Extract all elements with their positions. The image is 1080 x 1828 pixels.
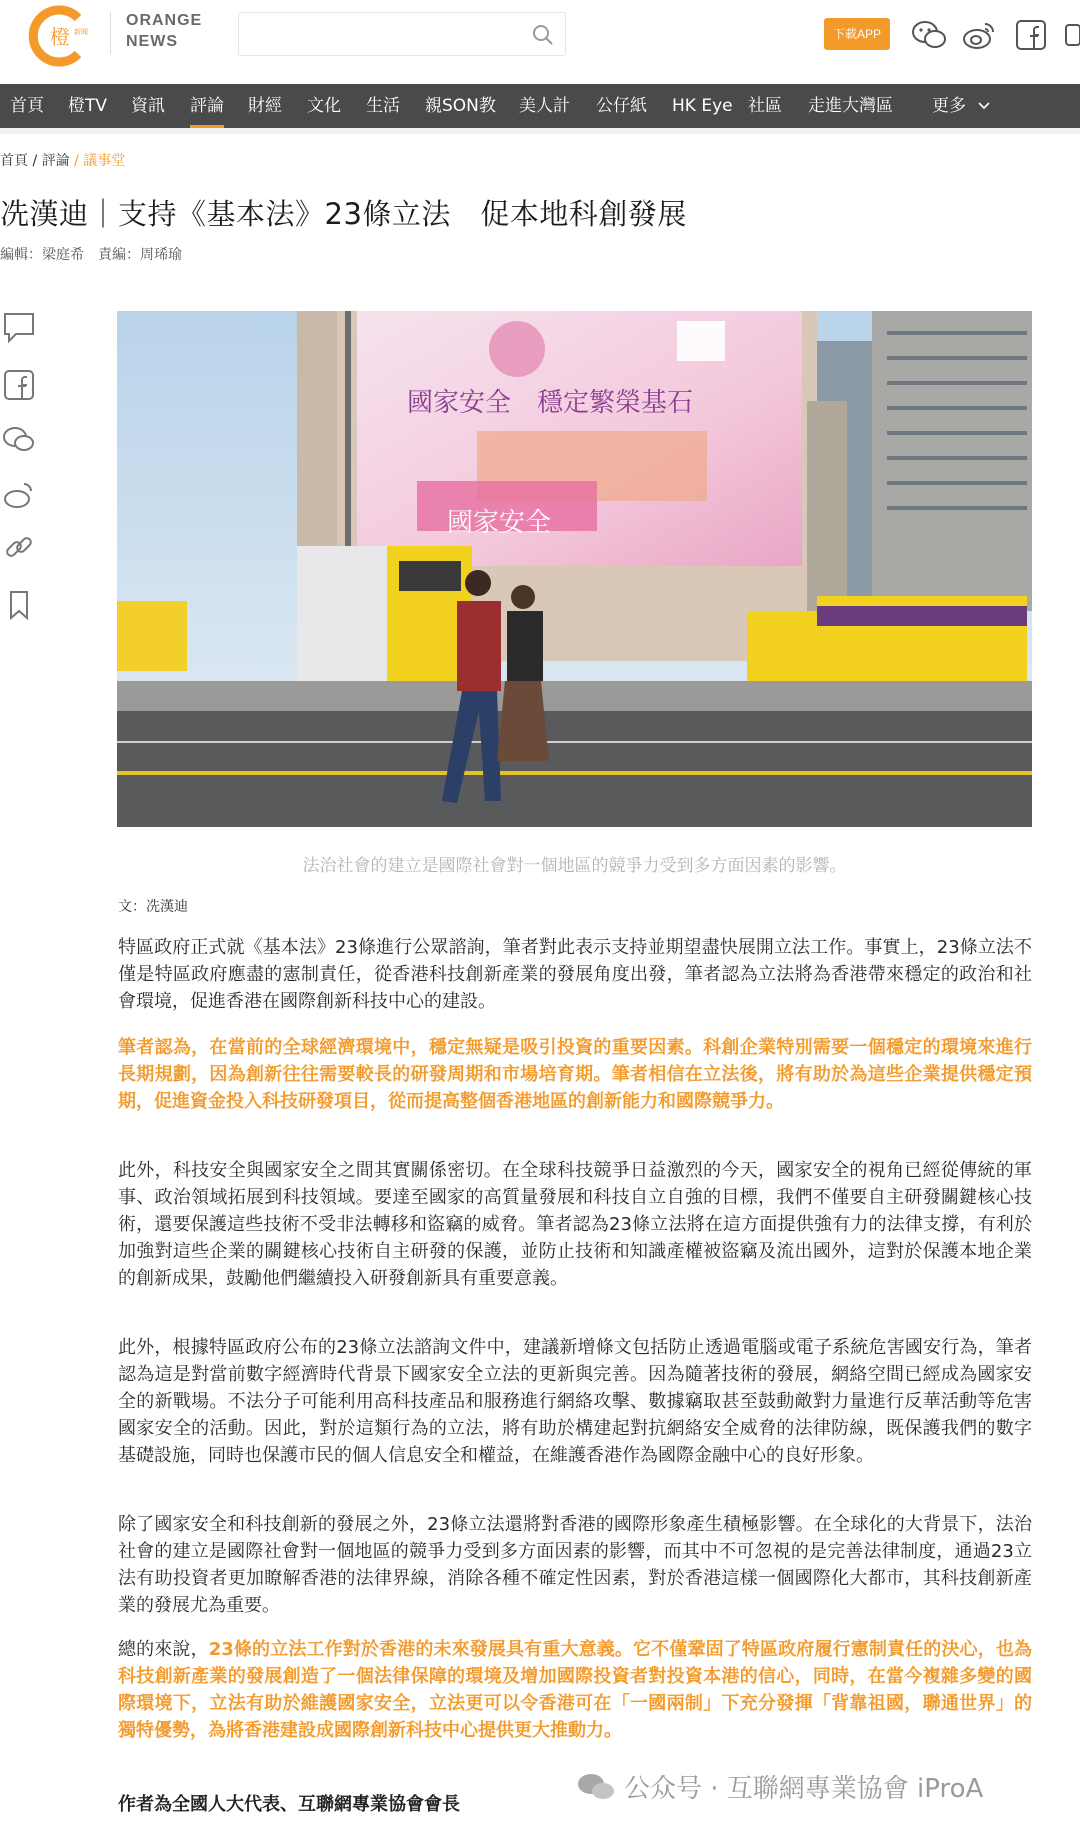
article-editors: 編輯：梁庭希 責編：周琋瑜 (0, 247, 182, 263)
article-paragraph-2: 筆者認為，在當前的全球經濟環境中，穩定無疑是吸引投資的重要因素。科創企業特別需要一個穩定的環境來進行長期規劃，因為創新往往需要較長的研發周期和市場培育期。筆者相信在立法後，將有助於為這些企業提供穩定預期，促進資金投入科技研發項目，從而提高整個香港地區的創新能力和國際競爭力。 (118, 1037, 1032, 1112)
nav-life[interactable]: 生活 (366, 96, 400, 116)
author-note: 作者為全國人大代表、互聯網專業協會會長 (118, 1794, 460, 1815)
banner-sub-text: 國家安全 (447, 508, 552, 538)
nav-news[interactable]: 資訊 (131, 96, 165, 116)
article-photo (117, 311, 1032, 827)
breadcrumb-sep: / (28, 153, 42, 169)
more-icon[interactable] (1062, 16, 1080, 54)
logo-divider (110, 12, 111, 54)
download-app-button[interactable]: 下載APP (824, 18, 890, 50)
article-byline: 文：冼漢迪 (118, 899, 188, 915)
weibo-icon[interactable] (960, 16, 998, 54)
facebook-icon[interactable] (1012, 16, 1050, 54)
paragraph-6-lead: 總的來說， (118, 1639, 209, 1660)
nav-parenting[interactable]: 親SON教 (425, 96, 496, 116)
chevron-down-icon (977, 101, 991, 111)
logo-wordmark (126, 10, 202, 52)
nav-home[interactable]: 首頁 (10, 96, 44, 116)
nav-hk-eye[interactable]: HK Eye (672, 96, 733, 116)
nav-culture[interactable]: 文化 (307, 96, 341, 116)
wechat-icon (576, 1771, 616, 1803)
logo-small: 新聞 (74, 28, 88, 36)
article-paragraph-5: 除了國家安全和科技創新的發展之外，23條立法還將對香港的國際形象產生積極影響。在全球化的大背景下，法治社會的建立是國際社會對一個地區的競爭力受到多方面因素的影響，而其中不可忽視的是完善法律制度，通過23立法有助投資者更加瞭解香港的法律界線，消除各種不確定性因素，對於香港這樣一個國際化大都市，其科技創新產業的發展尤為重要。 (118, 1514, 1032, 1616)
nav-community[interactable]: 社區 (748, 96, 782, 116)
bookmark-icon[interactable] (2, 588, 36, 622)
site-header (0, 0, 1080, 84)
wechat-watermark (576, 1768, 983, 1805)
nav-finance[interactable]: 財經 (248, 96, 282, 116)
nav-greater-bay[interactable]: 走進大灣區 (808, 96, 893, 116)
breadcrumb-current[interactable]: 議事堂 (83, 153, 126, 169)
nav-orange-tv[interactable]: 橙TV (68, 96, 108, 116)
logo-en-2: NEWS (126, 33, 178, 50)
breadcrumb (0, 150, 125, 170)
comment-icon[interactable] (2, 310, 36, 344)
nav-more-label: 更多 (932, 96, 966, 116)
nav-shadow (0, 128, 1080, 134)
weibo-icon[interactable] (2, 478, 36, 512)
logo-char: 橙 (50, 25, 70, 49)
paragraph-6-highlight: 23條的立法工作對於香港的未來發展具有重大意義。它不僅鞏固了特區政府履行憲制責任的決心，也為科技創新產業的發展創造了一個法律保障的環境及增加國際投資者對投資本港的信心，同時，在當今複雜多變的國際環境下，立法有助於維護國家安全，立法更可以令香港可在「一國兩制」下充分發揮「背靠祖國，聯通世界」的獨特優勢，為將香港建設成國際創新科技中心提供更大推動力。 (118, 1639, 1033, 1741)
photo-caption: 法治社會的建立是國際社會對一個地區的競爭力受到多方面因素的影響。 (302, 856, 847, 876)
logo-en-1: ORANGE (126, 12, 203, 29)
breadcrumb-home[interactable]: 首頁 (0, 153, 28, 169)
wechat-icon[interactable] (910, 16, 948, 54)
breadcrumb-sep: / (69, 153, 84, 169)
watermark-text: 公众号 · 互聯網專業協會 iProA (624, 1774, 984, 1804)
nav-more[interactable] (932, 84, 991, 128)
article-paragraph-6 (118, 1636, 1032, 1744)
facebook-icon[interactable] (2, 368, 36, 402)
orange-news-logo[interactable] (28, 4, 92, 68)
main-nav (0, 84, 1080, 128)
link-icon[interactable] (2, 530, 36, 564)
nav-beauty[interactable]: 美人計 (519, 96, 570, 116)
banner-main-text: 國家安全 穩定繁榮基石 (407, 388, 694, 418)
nav-opinion[interactable]: 評論 (190, 84, 224, 128)
wechat-icon[interactable] (2, 423, 36, 457)
search-input[interactable] (238, 12, 566, 56)
article-paragraph-4: 此外，根據特區政府公布的23條立法諮詢文件中，建議新增條文包括防止透過電腦或電子系統危害國安行為，筆者認為這是對當前數字經濟時代背景下國家安全立法的更新與完善。因為隨著技術的發展，網絡空間已經成為國家安全的新戰場。不法分子可能利用高科技產品和服務進行網絡攻擊、數據竊取甚至鼓動敵對力量進行反華活動等危害國家安全的活動。因此，對於這類行為的立法，將有助於構建起對抗網絡安全威脅的法律防線，既保護我們的數字基礎設施，同時也保護市民的個人信息安全和權益，在維護香港作為國際金融中心的良好形象。 (118, 1337, 1032, 1466)
article-paragraph-3: 此外，科技安全與國家安全之間其實關係密切。在全球科技競爭日益激烈的今天，國家安全的視角已經從傳統的軍事、政治領域拓展到科技領域。要達至國家的高質量發展和科技自立自強的目標，我們不僅要自主研發關鍵核心技術，還要保護這些技術不受非法轉移和盜竊的威脅。筆者認為23條立法將在這方面提供強有力的法律支撐，有利於加強對這些企業的關鍵核心技術自主研發的保護，並防止技術和知識產權被盜竊及流出國外，這對於保護本地企業的創新成果，鼓勵他們繼續投入研發創新具有重要意義。 (118, 1160, 1032, 1289)
search-icon[interactable] (531, 23, 555, 47)
breadcrumb-section[interactable]: 評論 (41, 153, 70, 169)
article-title: 冼漢迪｜支持《基本法》23條立法 促本地科創發展 (0, 197, 687, 231)
nav-comics[interactable]: 公仔紙 (596, 96, 647, 116)
article-paragraph-1: 特區政府正式就《基本法》23條進行公眾諮詢，筆者對此表示支持並期望盡快展開立法工作。事實上，23條立法不僅是特區政府應盡的憲制責任，從香港科技創新產業的發展角度出發，筆者認為立法將為香港帶來穩定的政治和社會環境，促進香港在國際創新科技中心的建設。 (118, 937, 1032, 1012)
